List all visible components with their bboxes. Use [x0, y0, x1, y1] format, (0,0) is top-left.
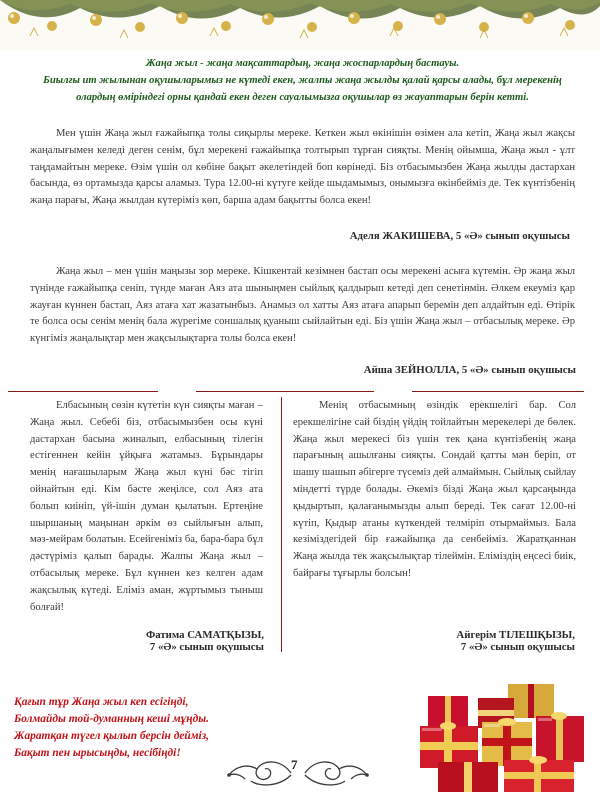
column-divider — [281, 397, 282, 652]
intro-block — [30, 55, 575, 106]
page-number: 7 — [291, 757, 298, 772]
article-2-text: Жаңа жыл – мен үшін маңызы зор мереке. Кішкентай кезімнен бастап осы мерекені асыға күтемін. Әр жаңа жыл түнінде ғажайыпқа сеніп, түнде маған Аяз ата шыныңмен сыйлық қалдырып кетеді деп сенетінмін. Әлкем екеуміз қар жауған күннен бастап, Аяз атаға хат жазатынбыз. Анамыз ол хатты Аяз атаға апарып беремін деп алдайтын еді. Өтірік те болса осы сенім менің бала жүрегіме соншалық қуаныш сыйлайтын еді. Біз үшін Жаңа жыл – отбасылық мереке. Әр күнгіміз жаңалықтар мен жақсылықтарға толы болса екен! — [30, 266, 575, 345]
poem-line-2: Болмайды той-думанның кеші мұңды. — [14, 713, 209, 725]
article-4-author-name: Айгерім ТІЛЕШҚЫЗЫ, — [456, 629, 575, 641]
divider-right — [412, 391, 584, 392]
article-2-author: Айша ЗЕЙНОЛЛА, 5 «Ә» сынып оқушысы — [363, 364, 576, 376]
divider-left — [8, 391, 158, 392]
article-4-author-class: 7 «Ә» сынып оқушысы — [460, 641, 575, 653]
article-1-text: Мен үшін Жаңа жыл ғажайыпқа толы сиқырлы мереке. Кеткен жыл өкінішін өзімен ала кетіп, Жаңа жыл жақсы жаңалығымен келеді деген сенім, бұл мерекені ғажайыпқа толтырып тұрған сияқты. Менің ойымша, Жаңа жыл - ұлт таңдамайтын мереке. Өзім үшін ол көбіне бақыт әкелетіндей боп көрінеді. Біз отбасымызбен Жаңа жылды дастархан басында, өз ортамызда қарсы аламыз. Тура 12.00-ні күтуге кейде шыдамымыз, онымызға өкінбейміз де. Тек күнтізбенің жаңа парағы, Жаңа жылдан күтеріміз көп, барша адам бақытты болса екен! — [30, 128, 575, 207]
article-3-author-class: 7 «Ә» сынып оқушысы — [149, 641, 264, 653]
article-3-author-name: Фатима САМАТҚЫЗЫ, — [145, 629, 264, 641]
garland-decoration — [0, 0, 600, 50]
page-ornament — [223, 753, 373, 793]
poem-line-3: Жаратқан түгел қылып берсін деймiз, — [14, 730, 210, 742]
article-1-author: Аделя ЖАКИШЕВА, 5 «Ә» сынып оқушысы — [349, 230, 570, 242]
poem — [14, 694, 209, 762]
intro-line-1: Жаңа жыл - жаңа мақсаттардың, жаңа жоспарлардың бастауы. — [145, 58, 460, 69]
article-4-text: Менің отбасымның өзіндік ерекшелігі бар. Сол ерекшелігіне сай біздің үйдің тойлайтын мерекелері де бөлек. Жаңа жыл мерекесі біз үшін тек қана күнтізбенің жаңа парағының ашылғаны сияқты. Сондай қатты мән беріп, от шашу шашып әбігерге түсеміз дей алмаймын. Сыйлық сыйлау міндетті түрде болады. Әкеміз біздi Жаңа жыл қарсаңында қыдыртып, қалағанымызды алып береді. Тек сағат 12.00-ні күтіп, Қыдыр атаны күткендей телміріп отырмаймыз. Бала кезіміздегідей бір ғажайыпқа да сенбейміз. Жаратқаннан Жаңа жылда тек жақсылықтар тілеймін. Еліміздің еңсесі биік, байрағы тұғырлы болсын! — [293, 400, 576, 579]
article-3-author — [60, 629, 264, 653]
divider-center — [196, 391, 374, 392]
intro-line-2: Биылғы ит жылынан оқушыларымыз не күтеді екен, жалпы жаңа жылды қалай қарсы алады, бұл мерекенің олардың өміріндегі орны қандай екен деген сауалымызға оқушылар өз жауаптарын берін кетті. — [43, 75, 562, 103]
article-4-author — [360, 629, 575, 653]
gift-boxes-image — [418, 676, 588, 794]
article-3-text: Елбасының сөзін күтетін күн сияқты маған – Жаңа жыл. Себебі біз, отбасымызбен осы күні дастархан басына жиналып, елбасының тілегін естігеннен кейін ұйқыға жатамыз. Бұрындары менің нағашыларым Жаңа жыл күні бәс тігіп ойнайтын еді. Кім бәсте жеңілсе, сол Аяз ата болып киініп, үй-ішін думан қылатын. Ертеңіне шыршаның маңынан әркім өз сыйлығын алып, мәз-мейрам болатын. Есейгеніміз ба, бара-бара бұл дәстүріміз қалып барады. Жалпы Жаңа жыл – отбасылық мереке. Бұл күннен кез келген адам жақсылық күтеді. Еліміз аман, жұртымыз тыныш болғай! — [30, 400, 263, 613]
poem-line-1: Қағып тұр Жаңа жыл кеп есігіңді, — [14, 696, 189, 708]
poem-line-4: Бақыт пен ырысыңды, несібіңді! — [14, 747, 181, 759]
